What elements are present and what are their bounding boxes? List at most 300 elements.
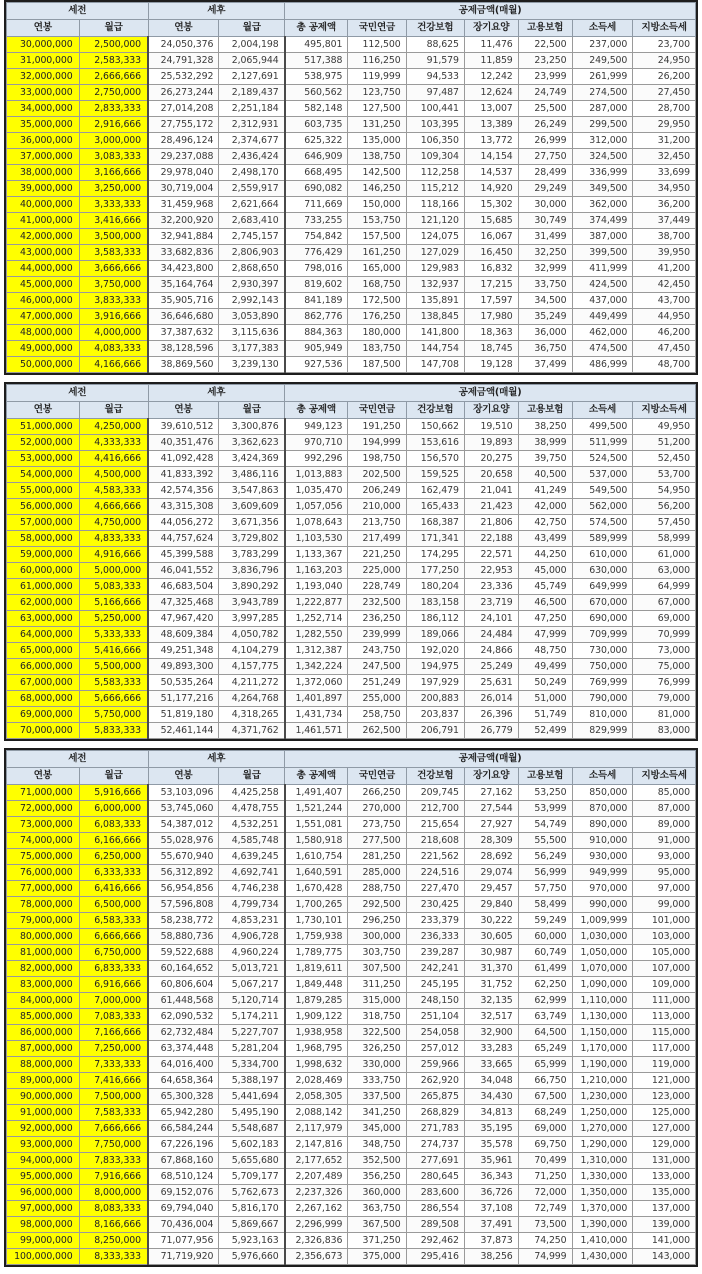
table-cell: 92,000,000 bbox=[7, 1121, 80, 1137]
table-cell: 303,750 bbox=[348, 945, 406, 961]
table-cell: 67,000,000 bbox=[7, 675, 80, 691]
table-cell: 135,000 bbox=[348, 133, 406, 149]
table-cell: 2,207,489 bbox=[285, 1169, 348, 1185]
table-cell: 101,000 bbox=[633, 913, 696, 929]
table-row bbox=[7, 881, 696, 897]
table-cell: 119,000 bbox=[633, 1057, 696, 1073]
table-cell: 72,000 bbox=[518, 1185, 572, 1201]
table-cell: 1,310,000 bbox=[572, 1153, 633, 1169]
table-cell: 356,250 bbox=[348, 1169, 406, 1185]
table-cell: 254,058 bbox=[406, 1025, 464, 1041]
table-cell: 2,117,979 bbox=[285, 1121, 348, 1137]
table-cell: 46,683,504 bbox=[148, 579, 219, 595]
table-row bbox=[7, 467, 696, 483]
table-cell: 363,750 bbox=[348, 1201, 406, 1217]
table-cell: 7,000,000 bbox=[79, 993, 148, 1009]
table-cell: 187,500 bbox=[348, 357, 406, 373]
table-cell: 730,000 bbox=[572, 643, 633, 659]
table-cell: 46,041,552 bbox=[148, 563, 219, 579]
table-cell: 60,000 bbox=[518, 929, 572, 945]
table-cell: 232,500 bbox=[348, 595, 406, 611]
table-cell: 146,250 bbox=[348, 181, 406, 197]
header-col-local-income-tax: 지방소득세 bbox=[633, 768, 696, 785]
table-cell: 300,000 bbox=[348, 929, 406, 945]
table-cell: 32,200,920 bbox=[148, 213, 219, 229]
header-column-row bbox=[7, 20, 696, 37]
table-cell: 3,239,130 bbox=[219, 357, 285, 373]
table-cell: 288,750 bbox=[348, 881, 406, 897]
table-cell: 141,800 bbox=[406, 325, 464, 341]
table-cell: 19,128 bbox=[464, 357, 518, 373]
table-cell: 174,295 bbox=[406, 547, 464, 563]
table-cell: 162,479 bbox=[406, 483, 464, 499]
table-cell: 315,000 bbox=[348, 993, 406, 1009]
table-cell: 56,200 bbox=[633, 499, 696, 515]
table-cell: 84,000,000 bbox=[7, 993, 80, 1009]
table-cell: 1,030,000 bbox=[572, 929, 633, 945]
table-cell: 283,600 bbox=[406, 1185, 464, 1201]
table-cell: 161,250 bbox=[348, 245, 406, 261]
table-cell: 180,204 bbox=[406, 579, 464, 595]
table-cell: 51,200 bbox=[633, 435, 696, 451]
table-cell: 4,050,782 bbox=[219, 627, 285, 643]
header-group-deductions: 공제금액(매월) bbox=[285, 751, 696, 768]
header-col-total-deduction: 총 공제액 bbox=[285, 20, 348, 37]
table-cell: 668,495 bbox=[285, 165, 348, 181]
table-cell: 83,000 bbox=[633, 723, 696, 739]
table-cell: 129,983 bbox=[406, 261, 464, 277]
table-cell: 36,750 bbox=[518, 341, 572, 357]
table-cell: 15,685 bbox=[464, 213, 518, 229]
table-cell: 32,999 bbox=[518, 261, 572, 277]
table-cell: 237,000 bbox=[572, 37, 633, 53]
table-cell: 127,029 bbox=[406, 245, 464, 261]
table-cell: 649,999 bbox=[572, 579, 633, 595]
table-cell: 670,000 bbox=[572, 595, 633, 611]
table-cell: 206,249 bbox=[348, 483, 406, 499]
table-row bbox=[7, 117, 696, 133]
table-cell: 2,666,666 bbox=[79, 69, 148, 85]
header-group-row bbox=[7, 3, 696, 20]
table-row bbox=[7, 1057, 696, 1073]
table-cell: 312,000 bbox=[572, 133, 633, 149]
table-cell: 1,270,000 bbox=[572, 1121, 633, 1137]
table-cell: 5,869,667 bbox=[219, 1217, 285, 1233]
table-cell: 153,750 bbox=[348, 213, 406, 229]
table-cell: 26,249 bbox=[518, 117, 572, 133]
table-cell: 4,104,279 bbox=[219, 643, 285, 659]
table-cell: 424,500 bbox=[572, 277, 633, 293]
table-row bbox=[7, 675, 696, 691]
table-cell: 183,750 bbox=[348, 341, 406, 357]
table-cell: 28,309 bbox=[464, 833, 518, 849]
table-cell: 265,875 bbox=[406, 1089, 464, 1105]
table-cell: 58,000,000 bbox=[7, 531, 80, 547]
table-cell: 48,000,000 bbox=[7, 325, 80, 341]
table-cell: 3,890,292 bbox=[219, 579, 285, 595]
table-cell: 153,616 bbox=[406, 435, 464, 451]
table-cell: 12,624 bbox=[464, 85, 518, 101]
table-cell: 5,916,666 bbox=[79, 785, 148, 801]
table-cell: 38,256 bbox=[464, 1249, 518, 1265]
table-cell: 180,000 bbox=[348, 325, 406, 341]
table-cell: 18,745 bbox=[464, 341, 518, 357]
table-cell: 1,133,367 bbox=[285, 547, 348, 563]
table-cell: 44,056,272 bbox=[148, 515, 219, 531]
table-cell: 66,000,000 bbox=[7, 659, 80, 675]
table-cell: 121,120 bbox=[406, 213, 464, 229]
table-cell: 52,461,144 bbox=[148, 723, 219, 739]
table-cell: 46,500 bbox=[518, 595, 572, 611]
table-cell: 28,700 bbox=[633, 101, 696, 117]
table-cell: 348,750 bbox=[348, 1137, 406, 1153]
table-cell: 87,000,000 bbox=[7, 1041, 80, 1057]
table-cell: 3,362,623 bbox=[219, 435, 285, 451]
table-row bbox=[7, 833, 696, 849]
table-cell: 97,000,000 bbox=[7, 1201, 80, 1217]
table-cell: 45,399,588 bbox=[148, 547, 219, 563]
table-cell: 251,104 bbox=[406, 1009, 464, 1025]
table-cell: 1,370,000 bbox=[572, 1201, 633, 1217]
table-cell: 2,237,326 bbox=[285, 1185, 348, 1201]
table-cell: 59,249 bbox=[518, 913, 572, 929]
table-cell: 46,000,000 bbox=[7, 293, 80, 309]
table-cell: 62,732,484 bbox=[148, 1025, 219, 1041]
table-cell: 7,083,333 bbox=[79, 1009, 148, 1025]
table-cell: 233,379 bbox=[406, 913, 464, 929]
table-cell: 14,537 bbox=[464, 165, 518, 181]
table-cell: 150,662 bbox=[406, 419, 464, 435]
table-cell: 449,499 bbox=[572, 309, 633, 325]
table-cell: 35,578 bbox=[464, 1137, 518, 1153]
table-row bbox=[7, 929, 696, 945]
table-cell: 2,916,666 bbox=[79, 117, 148, 133]
table-cell: 29,950 bbox=[633, 117, 696, 133]
table-cell: 45,000,000 bbox=[7, 277, 80, 293]
table-cell: 495,801 bbox=[285, 37, 348, 53]
table-cell: 262,500 bbox=[348, 723, 406, 739]
table-row bbox=[7, 37, 696, 53]
table-cell: 537,000 bbox=[572, 467, 633, 483]
table-cell: 5,333,333 bbox=[79, 627, 148, 643]
table-row bbox=[7, 611, 696, 627]
table-row bbox=[7, 1041, 696, 1057]
header-column-row bbox=[7, 768, 696, 785]
table-cell: 1,491,407 bbox=[285, 785, 348, 801]
table-cell: 53,250 bbox=[518, 785, 572, 801]
table-cell: 203,837 bbox=[406, 707, 464, 723]
table-row bbox=[7, 849, 696, 865]
table-cell: 18,363 bbox=[464, 325, 518, 341]
table-cell: 8,333,333 bbox=[79, 1249, 148, 1265]
table-cell: 64,000,000 bbox=[7, 627, 80, 643]
table-cell: 23,719 bbox=[464, 595, 518, 611]
table-cell: 603,735 bbox=[285, 117, 348, 133]
table-cell: 88,625 bbox=[406, 37, 464, 53]
table-cell: 103,395 bbox=[406, 117, 464, 133]
table-cell: 85,000,000 bbox=[7, 1009, 80, 1025]
table-cell: 4,500,000 bbox=[79, 467, 148, 483]
table-cell: 35,164,764 bbox=[148, 277, 219, 293]
table-cell: 31,752 bbox=[464, 977, 518, 993]
table-cell: 5,655,680 bbox=[219, 1153, 285, 1169]
table-cell: 1,150,000 bbox=[572, 1025, 633, 1041]
table-cell: 1,430,000 bbox=[572, 1249, 633, 1265]
table-cell: 14,154 bbox=[464, 149, 518, 165]
table-cell: 371,250 bbox=[348, 1233, 406, 1249]
table-cell: 48,609,384 bbox=[148, 627, 219, 643]
table-cell: 829,999 bbox=[572, 723, 633, 739]
table-cell: 73,500 bbox=[518, 1217, 572, 1233]
salary-table-block-2 bbox=[4, 382, 698, 741]
table-cell: 375,000 bbox=[348, 1249, 406, 1265]
table-cell: 116,250 bbox=[348, 53, 406, 69]
table-cell: 992,296 bbox=[285, 451, 348, 467]
table-cell: 1,849,448 bbox=[285, 977, 348, 993]
table-cell: 24,101 bbox=[464, 611, 518, 627]
table-cell: 245,195 bbox=[406, 977, 464, 993]
header-group-aftertax: 세후 bbox=[148, 3, 285, 20]
table-cell: 45,749 bbox=[518, 579, 572, 595]
table-row bbox=[7, 309, 696, 325]
table-cell: 8,166,666 bbox=[79, 1217, 148, 1233]
table-cell: 17,980 bbox=[464, 309, 518, 325]
table-cell: 103,000 bbox=[633, 929, 696, 945]
table-cell: 55,670,940 bbox=[148, 849, 219, 865]
table-cell: 3,666,666 bbox=[79, 261, 148, 277]
table-cell: 65,999 bbox=[518, 1057, 572, 1073]
table-cell: 29,978,040 bbox=[148, 165, 219, 181]
table-row bbox=[7, 961, 696, 977]
table-cell: 42,750 bbox=[518, 515, 572, 531]
table-cell: 292,500 bbox=[348, 897, 406, 913]
header-col-health-insurance: 건강보험 bbox=[406, 402, 464, 419]
table-cell: 549,500 bbox=[572, 483, 633, 499]
table-row bbox=[7, 165, 696, 181]
table-cell: 31,200 bbox=[633, 133, 696, 149]
table-cell: 68,249 bbox=[518, 1105, 572, 1121]
table-cell: 147,708 bbox=[406, 357, 464, 373]
table-row bbox=[7, 1009, 696, 1025]
table-cell: 54,950 bbox=[633, 483, 696, 499]
table-cell: 15,302 bbox=[464, 197, 518, 213]
table-cell: 97,487 bbox=[406, 85, 464, 101]
table-cell: 2,312,931 bbox=[219, 117, 285, 133]
table-cell: 1,230,000 bbox=[572, 1089, 633, 1105]
table-cell: 50,249 bbox=[518, 675, 572, 691]
table-cell: 589,999 bbox=[572, 531, 633, 547]
table-cell: 7,166,666 bbox=[79, 1025, 148, 1041]
table-cell: 23,336 bbox=[464, 579, 518, 595]
table-cell: 29,074 bbox=[464, 865, 518, 881]
table-cell: 1,090,000 bbox=[572, 977, 633, 993]
table-cell: 61,448,568 bbox=[148, 993, 219, 1009]
table-cell: 271,783 bbox=[406, 1121, 464, 1137]
table-cell: 949,123 bbox=[285, 419, 348, 435]
table-row bbox=[7, 1169, 696, 1185]
table-cell: 65,000,000 bbox=[7, 643, 80, 659]
table-cell: 59,522,688 bbox=[148, 945, 219, 961]
table-cell: 64,016,400 bbox=[148, 1057, 219, 1073]
table-cell: 499,500 bbox=[572, 419, 633, 435]
table-cell: 87,000 bbox=[633, 801, 696, 817]
table-cell: 17,215 bbox=[464, 277, 518, 293]
table-cell: 318,750 bbox=[348, 1009, 406, 1025]
table-cell: 19,893 bbox=[464, 435, 518, 451]
table-row bbox=[7, 357, 696, 373]
table-cell: 4,157,775 bbox=[219, 659, 285, 675]
table-cell: 4,264,768 bbox=[219, 691, 285, 707]
table-cell: 112,258 bbox=[406, 165, 464, 181]
table-cell: 35,195 bbox=[464, 1121, 518, 1137]
table-cell: 36,726 bbox=[464, 1185, 518, 1201]
table-row bbox=[7, 723, 696, 739]
table-cell: 798,016 bbox=[285, 261, 348, 277]
table-cell: 183,158 bbox=[406, 595, 464, 611]
table-cell: 41,200 bbox=[633, 261, 696, 277]
table-cell: 25,532,292 bbox=[148, 69, 219, 85]
header-col-aftertax-annual: 연봉 bbox=[148, 768, 219, 785]
table-cell: 990,000 bbox=[572, 897, 633, 913]
table-cell: 38,000,000 bbox=[7, 165, 80, 181]
table-cell: 26,200 bbox=[633, 69, 696, 85]
table-cell: 34,950 bbox=[633, 181, 696, 197]
table-cell: 3,053,890 bbox=[219, 309, 285, 325]
table-cell: 142,500 bbox=[348, 165, 406, 181]
table-cell: 4,000,000 bbox=[79, 325, 148, 341]
table-cell: 56,249 bbox=[518, 849, 572, 865]
table-cell: 273,750 bbox=[348, 817, 406, 833]
table-row bbox=[7, 1185, 696, 1201]
table-cell: 819,602 bbox=[285, 277, 348, 293]
table-cell: 115,212 bbox=[406, 181, 464, 197]
table-cell: 26,396 bbox=[464, 707, 518, 723]
table-cell: 11,476 bbox=[464, 37, 518, 53]
table-cell: 194,975 bbox=[406, 659, 464, 675]
header-group-deductions: 공제금액(매월) bbox=[285, 3, 696, 20]
table-cell: 6,333,333 bbox=[79, 865, 148, 881]
table-cell: 47,999 bbox=[518, 627, 572, 643]
table-cell: 32,941,884 bbox=[148, 229, 219, 245]
table-cell: 2,147,816 bbox=[285, 1137, 348, 1153]
table-cell: 55,000,000 bbox=[7, 483, 80, 499]
header-col-aftertax-monthly: 월급 bbox=[219, 402, 285, 419]
table-cell: 251,249 bbox=[348, 675, 406, 691]
table-cell: 86,000,000 bbox=[7, 1025, 80, 1041]
table-cell: 56,312,892 bbox=[148, 865, 219, 881]
table-cell: 91,000 bbox=[633, 833, 696, 849]
table-cell: 30,749 bbox=[518, 213, 572, 229]
table-cell: 574,500 bbox=[572, 515, 633, 531]
table-cell: 1,050,000 bbox=[572, 945, 633, 961]
table-cell: 44,250 bbox=[518, 547, 572, 563]
table-cell: 68,000,000 bbox=[7, 691, 80, 707]
table-row bbox=[7, 293, 696, 309]
table-cell: 4,746,238 bbox=[219, 881, 285, 897]
table-body-2 bbox=[7, 419, 696, 739]
table-cell: 75,000 bbox=[633, 659, 696, 675]
table-row bbox=[7, 1153, 696, 1169]
table-cell: 168,750 bbox=[348, 277, 406, 293]
table-cell: 7,833,333 bbox=[79, 1153, 148, 1169]
table-cell: 2,356,673 bbox=[285, 1249, 348, 1265]
table-cell: 61,000,000 bbox=[7, 579, 80, 595]
table-cell: 326,250 bbox=[348, 1041, 406, 1057]
table-cell: 27,750 bbox=[518, 149, 572, 165]
table-cell: 83,000,000 bbox=[7, 977, 80, 993]
table-cell: 1,968,795 bbox=[285, 1041, 348, 1057]
table-cell: 299,500 bbox=[572, 117, 633, 133]
header-col-aftertax-monthly: 월급 bbox=[219, 20, 285, 37]
table-cell: 39,950 bbox=[633, 245, 696, 261]
table-cell: 69,750 bbox=[518, 1137, 572, 1153]
table-row bbox=[7, 229, 696, 245]
table-cell: 790,000 bbox=[572, 691, 633, 707]
table-cell: 115,000 bbox=[633, 1025, 696, 1041]
table-cell: 69,000 bbox=[518, 1121, 572, 1137]
table-cell: 30,222 bbox=[464, 913, 518, 929]
table-cell: 1,551,081 bbox=[285, 817, 348, 833]
table-cell: 34,423,800 bbox=[148, 261, 219, 277]
table-cell: 5,833,333 bbox=[79, 723, 148, 739]
table-cell: 39,610,512 bbox=[148, 419, 219, 435]
table-cell: 324,500 bbox=[572, 149, 633, 165]
header-group-deductions: 공제금액(매월) bbox=[285, 385, 696, 402]
table-cell: 55,028,976 bbox=[148, 833, 219, 849]
table-cell: 24,866 bbox=[464, 643, 518, 659]
table-cell: 336,999 bbox=[572, 165, 633, 181]
table-cell: 118,166 bbox=[406, 197, 464, 213]
table-cell: 81,000 bbox=[633, 707, 696, 723]
table-cell: 49,251,348 bbox=[148, 643, 219, 659]
header-group-aftertax: 세후 bbox=[148, 751, 285, 768]
table-cell: 67,500 bbox=[518, 1089, 572, 1105]
table-row bbox=[7, 1217, 696, 1233]
table-cell: 3,300,876 bbox=[219, 419, 285, 435]
header-col-pretax-monthly: 월급 bbox=[79, 20, 148, 37]
table-cell: 30,000 bbox=[518, 197, 572, 213]
table-row bbox=[7, 1137, 696, 1153]
table-cell: 37,000,000 bbox=[7, 149, 80, 165]
table-cell: 197,929 bbox=[406, 675, 464, 691]
table-cell: 285,000 bbox=[348, 865, 406, 881]
table-cell: 75,000,000 bbox=[7, 849, 80, 865]
table-cell: 2,028,469 bbox=[285, 1073, 348, 1089]
table-cell: 4,585,748 bbox=[219, 833, 285, 849]
table-cell: 213,750 bbox=[348, 515, 406, 531]
table-cell: 4,666,666 bbox=[79, 499, 148, 515]
table-row bbox=[7, 341, 696, 357]
table-cell: 1,035,470 bbox=[285, 483, 348, 499]
table-cell: 82,000,000 bbox=[7, 961, 80, 977]
table-cell: 57,450 bbox=[633, 515, 696, 531]
table-cell: 341,250 bbox=[348, 1105, 406, 1121]
table-cell: 31,459,968 bbox=[148, 197, 219, 213]
table-cell: 139,000 bbox=[633, 1217, 696, 1233]
table-cell: 6,916,666 bbox=[79, 977, 148, 993]
table-cell: 100,000,000 bbox=[7, 1249, 80, 1265]
table-cell: 206,791 bbox=[406, 723, 464, 739]
table-cell: 8,083,333 bbox=[79, 1201, 148, 1217]
table-cell: 41,092,428 bbox=[148, 451, 219, 467]
table-row bbox=[7, 451, 696, 467]
table-cell: 625,322 bbox=[285, 133, 348, 149]
table-cell: 138,750 bbox=[348, 149, 406, 165]
table-cell: 43,315,308 bbox=[148, 499, 219, 515]
table-cell: 157,500 bbox=[348, 229, 406, 245]
table-cell: 13,389 bbox=[464, 117, 518, 133]
table-cell: 125,000 bbox=[633, 1105, 696, 1121]
